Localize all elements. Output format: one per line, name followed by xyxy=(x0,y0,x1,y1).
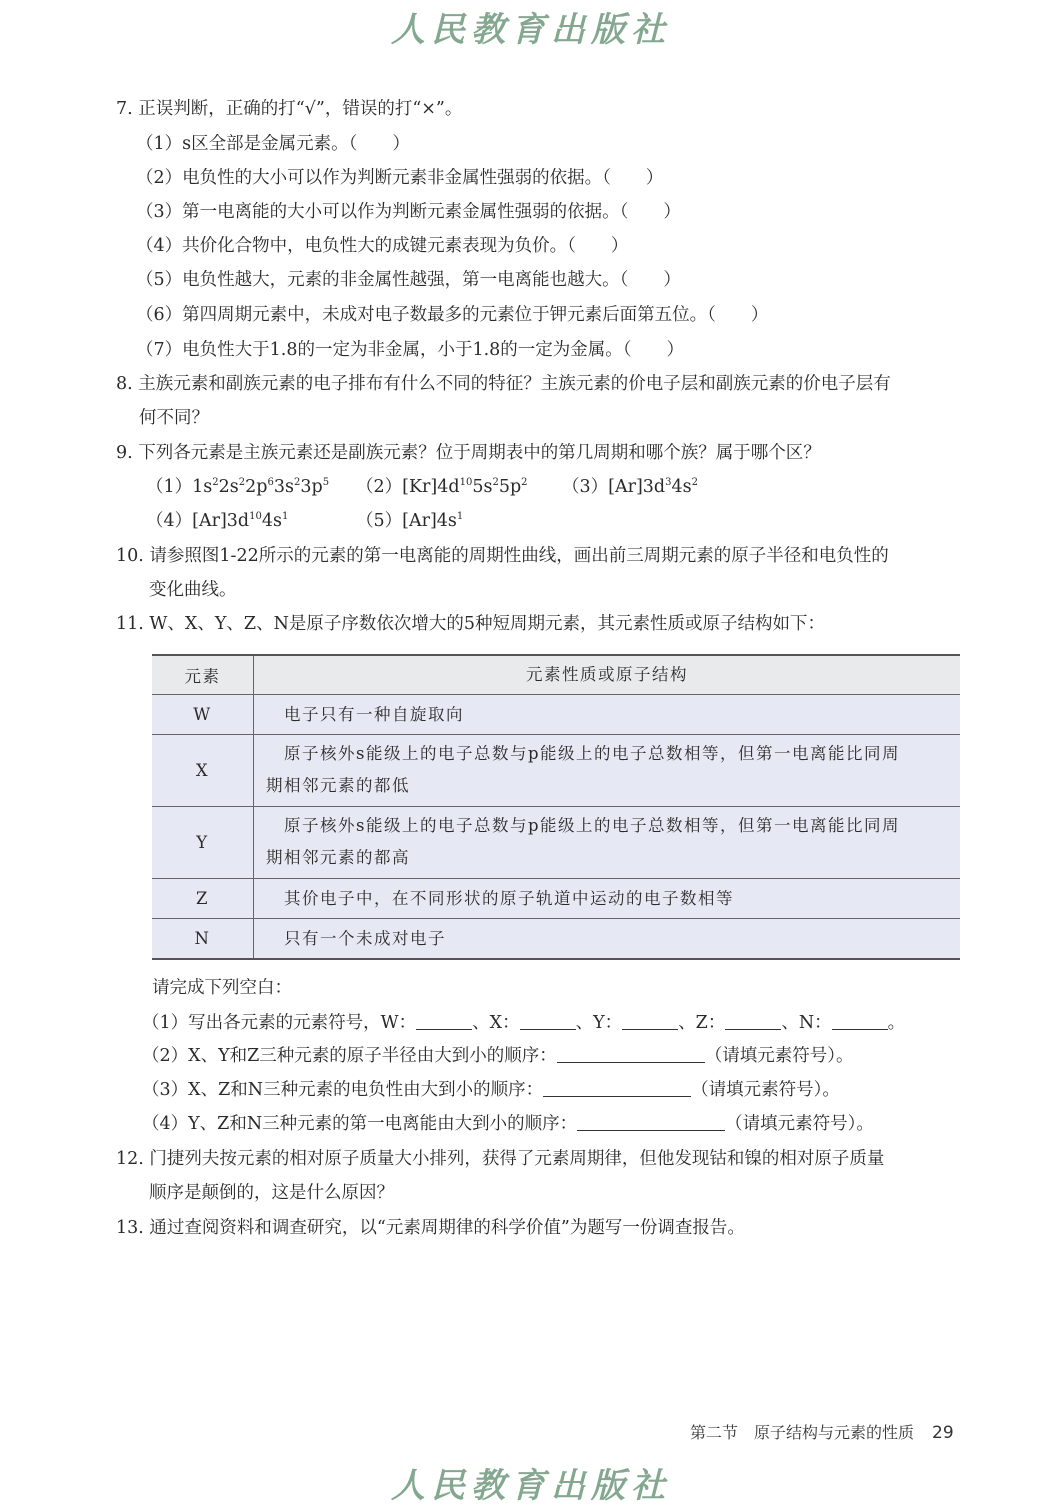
table-row xyxy=(152,734,960,806)
q7-item-1: （1）s区全部是金属元素。（ ） xyxy=(136,134,410,154)
element-property: 原子核外s能级上的电子总数与p能级上的电子总数相等，但第一电离能比同周 期相邻元素的都低 xyxy=(266,744,901,795)
question-number: 10. xyxy=(116,546,144,566)
question-9 xyxy=(116,440,821,466)
question-7-stem xyxy=(116,96,462,122)
page-footer xyxy=(690,1420,954,1443)
question-text: W、X、Y、Z、N是原子序数依次增大的5种短周期元素，其元素性质或原子结构如下： xyxy=(149,614,826,634)
q9-config-3: $(3)[Ar]3d^34s^2$ xyxy=(562,477,699,497)
element-property: 只有一个未成对电子 xyxy=(284,929,446,948)
question-number: 9. xyxy=(116,443,133,463)
fill-title: 请完成下列空白： xyxy=(152,978,292,998)
q9-config-4: $(4)[Ar]3d^{10}4s^1$ xyxy=(146,511,289,531)
q9-config-2: $(2)[Kr]4d^{10}5s^25p^2$ xyxy=(356,477,528,497)
table-header-row xyxy=(152,656,960,694)
q7-item-5: （5）电负性越大，元素的非金属性越强，第一电离能也越大。（ ） xyxy=(136,270,681,290)
element-property: 电子只有一种自旋取向 xyxy=(284,705,464,724)
section-title: 第二节 原子结构与元素的性质 xyxy=(690,1423,915,1442)
element-symbol: Y xyxy=(152,807,254,878)
table-row xyxy=(152,878,960,918)
table-row xyxy=(152,806,960,878)
question-10-cont: 变化曲线。 xyxy=(149,580,237,600)
fill-item-1: （1）写出各元素的元素符号，W： 、X： 、Y： 、Z： 、N： 。 xyxy=(142,1013,906,1033)
answer-blank-y[interactable] xyxy=(622,1013,678,1030)
question-text: 正误判断，正确的打“√”，错误的打“×”。 xyxy=(138,99,463,119)
q7-item-6: （6）第四周期元素中，未成对电子数最多的元素位于钾元素后面第五位。（ ） xyxy=(136,305,769,325)
question-number: 11. xyxy=(116,614,144,634)
question-number: 8. xyxy=(116,374,133,394)
question-8-cont: 何不同？ xyxy=(139,408,209,428)
question-12 xyxy=(116,1146,884,1172)
element-symbol: X xyxy=(152,735,254,806)
question-text: 请参照图1-22所示的元素的第一电离能的周期性曲线，画出前三周期元素的原子半径和电负性的 xyxy=(149,546,889,566)
publisher-watermark: 人民教育出版社 xyxy=(391,10,671,50)
q9-config-1: $(1)1s^22s^22p^63s^23p^5$ xyxy=(146,477,330,497)
element-symbol: N xyxy=(152,919,254,958)
question-number: 13. xyxy=(116,1218,144,1238)
question-text: 主族元素和副族元素的电子排布有什么不同的特征？主族元素的价电子层和副族元素的价电子层有 xyxy=(138,374,891,394)
answer-blank-z[interactable] xyxy=(725,1013,781,1030)
question-8 xyxy=(116,371,891,397)
publisher-watermark: 人民教育出版社 xyxy=(391,1466,671,1506)
fill-item-4: （4）Y、Z和N三种元素的第一电离能由大到小的顺序： （请填元素符号）。 xyxy=(142,1114,874,1134)
element-property: 原子核外s能级上的电子总数与p能级上的电子总数相等，但第一电离能比同周 期相邻元素的都高 xyxy=(266,816,901,867)
q7-item-7: （7）电负性大于1.8的一定为非金属，小于1.8的一定为金属。（ ） xyxy=(136,340,685,360)
question-text: 通过查阅资料和调查研究，以“元素周期律的科学价值”为题写一份调查报告。 xyxy=(149,1218,745,1238)
header-element: 元素 xyxy=(152,656,254,694)
question-13 xyxy=(116,1215,745,1241)
fill-item-2: （2）X、Y和Z三种元素的原子半径由大到小的顺序： （请填元素符号）。 xyxy=(142,1046,854,1066)
question-number: 7. xyxy=(116,99,133,119)
answer-blank-ionization[interactable] xyxy=(577,1114,725,1131)
page-number: 29 xyxy=(932,1423,954,1443)
answer-blank-n[interactable] xyxy=(832,1013,888,1030)
fill-item-3: （3）X、Z和N三种元素的电负性由大到小的顺序： （请填元素符号）。 xyxy=(142,1080,840,1100)
element-symbol: Z xyxy=(152,879,254,918)
answer-blank-radius[interactable] xyxy=(557,1046,705,1063)
answer-blank-electronegativity[interactable] xyxy=(543,1080,691,1097)
question-text: 门捷列夫按元素的相对原子质量大小排列，获得了元素周期律，但他发现钴和镍的相对原子质量 xyxy=(149,1149,885,1169)
answer-blank-w[interactable] xyxy=(416,1013,472,1030)
question-11 xyxy=(116,611,825,637)
q7-item-2: （2）电负性的大小可以作为判断元素非金属性强弱的依据。（ ） xyxy=(136,168,664,188)
question-12-cont: 顺序是颠倒的，这是什么原因？ xyxy=(149,1183,394,1203)
element-symbol: W xyxy=(152,695,254,734)
question-10 xyxy=(116,543,889,569)
q9-config-5: $(5)[Ar]4s^1$ xyxy=(356,511,464,531)
question-text: 下列各元素是主族元素还是副族元素？位于周期表中的第几周期和哪个族？属于哪个区？ xyxy=(138,443,821,463)
header-property: 元素性质或原子结构 xyxy=(526,665,688,684)
question-number: 12. xyxy=(116,1149,144,1169)
element-properties-table xyxy=(152,654,960,960)
answer-blank-x[interactable] xyxy=(520,1013,576,1030)
element-property: 其价电子中，在不同形状的原子轨道中运动的电子数相等 xyxy=(284,889,734,908)
table-row xyxy=(152,918,960,958)
q7-item-3: （3）第一电离能的大小可以作为判断元素金属性强弱的依据。（ ） xyxy=(136,202,681,222)
q7-item-4: （4）共价化合物中，电负性大的成键元素表现为负价。（ ） xyxy=(136,236,629,256)
table-row xyxy=(152,694,960,734)
